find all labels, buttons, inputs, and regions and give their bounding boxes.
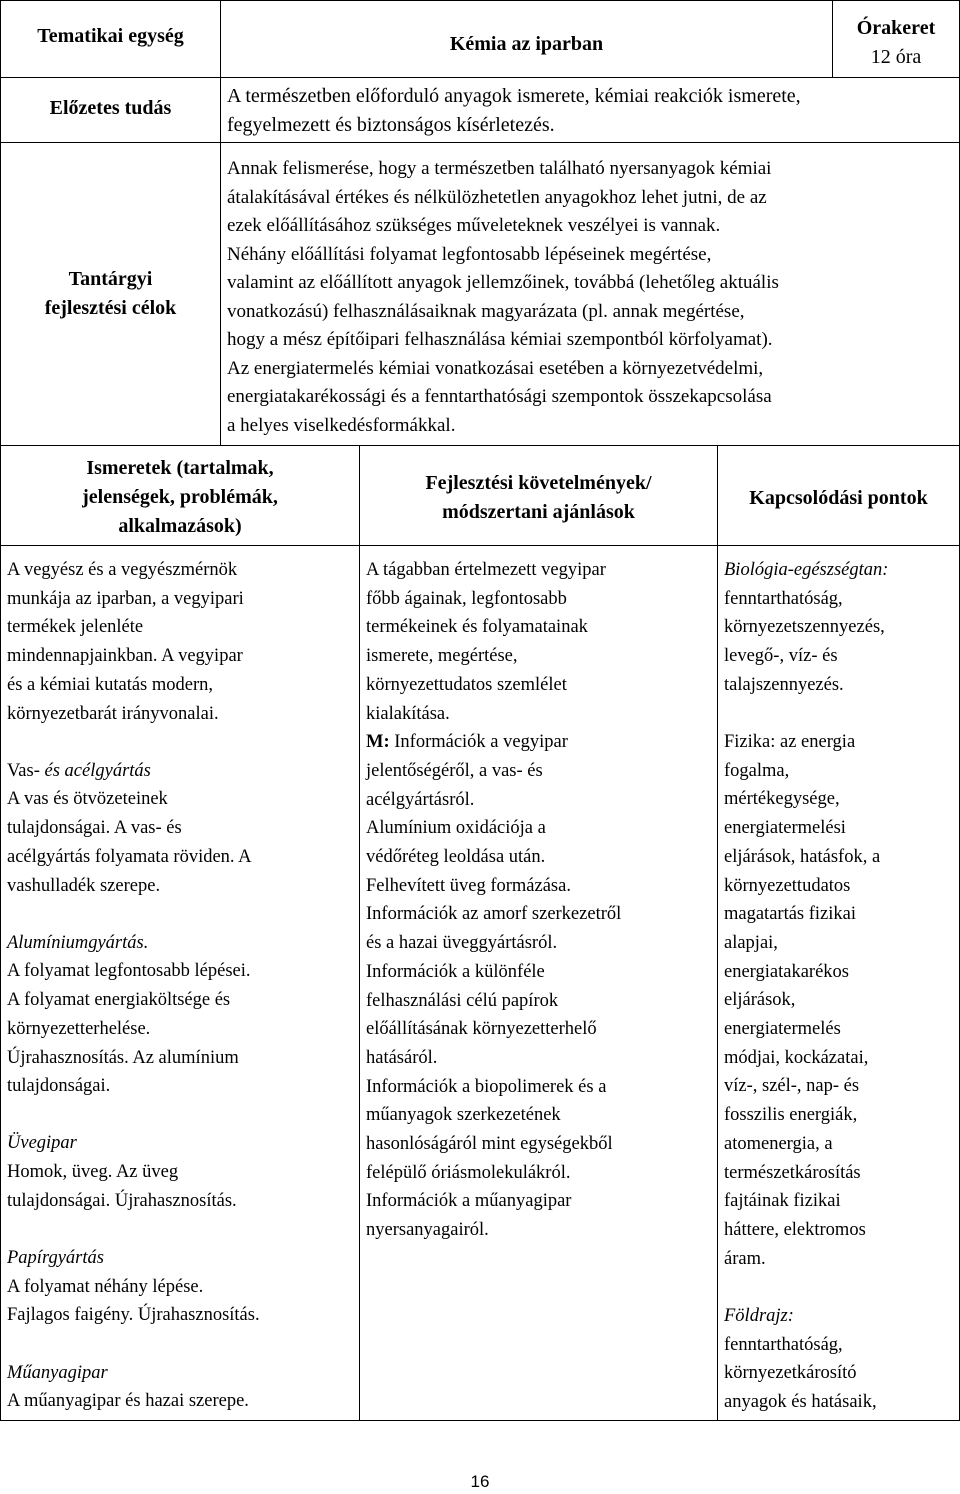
page-number: 16 [470,1472,490,1491]
paper-title: Papírgyártás [7,1248,104,1269]
req-line: jelentőségéről, a vas- és [366,760,543,781]
content-intro-line: környezetbarát irányvonalai. [7,703,219,724]
phys-line: háttere, elektromos [724,1219,866,1240]
plastic-title: Műanyagipar [7,1362,108,1383]
glass-title: Üvegipar [7,1133,77,1154]
col2-header-line: módszertani ajánlások [442,501,635,523]
req-line: felépülő óriásmolekulákról. [366,1162,571,1183]
goals-line: Néhány előállítási folyamat legfontosabb lépéseinek megértése, [227,243,712,265]
phys-line: fogalma, [724,760,790,781]
goals-line: Az energiatermelés kémiai vonatkozásai esetében a környezetvédelmi, [227,357,764,379]
content-intro-line: A vegyész és a vegyészmérnök [7,560,238,580]
bio-line: fenntarthatóság, [724,588,843,609]
alu-title: Alumíniumgyártás. [7,932,149,953]
col1-header-line: Ismeretek (tartalmak, [86,457,274,479]
geo-line: környezetkárosító [724,1363,857,1384]
content-intro-line: és a kémiai kutatás modern, [7,674,214,695]
iron-line: acélgyártás folyamata röviden. A [7,846,252,867]
goals-label-line: Tantárgyi [68,268,153,290]
paper-line: A folyamat néhány lépése. [7,1276,204,1297]
iron-title-a: Vas- [7,760,40,781]
iron-line: A vas és ötvözeteinek [7,789,168,810]
links-column [724,556,956,1417]
bio-title: Biológia-egészségtan: [724,560,889,580]
phys-line: környezettudatos [724,875,851,896]
req-line: Felhevített üveg formázása. [366,875,571,896]
hours-label: Órakeret [856,17,936,39]
geo-line: anyagok és hatásaik, [724,1391,877,1412]
col3-header-text: Kapcsolódási pontok [749,487,928,509]
goals-text [227,155,957,440]
content-column [7,556,357,1416]
phys-line: atomenergia, a [724,1133,833,1154]
req-line: főbb ágainak, legfontosabb [366,588,567,609]
phys-line: alapjai, [724,932,778,953]
unit-label-cell [0,0,221,77]
req-line: előállításának környezetterhelő [366,1019,597,1040]
row-divider-3 [0,445,960,446]
bio-line: talajszennyezés. [724,674,844,695]
prior-line: fegyelmezett és biztonságos kísérletezés. [227,114,555,136]
req-line: A tágabban értelmezett vegyipar [366,560,606,580]
paper-line: Fajlagos faigény. Újrahasznosítás. [7,1305,260,1326]
phys-line: Fizika: az energia [724,732,856,753]
prior-line: A természetben előforduló anyagok ismerete, kémiai reakciók ismerete, [227,85,801,107]
req-line: nyersanyagairól. [366,1220,489,1241]
phys-line: magatartás fizikai [724,904,857,925]
col2-header-line: Fejlesztési követelmények/ [425,472,652,494]
goals-line: vonatkozású) felhasználásaiknak magyarázata (pl. annak megértése, [227,300,745,322]
req-line: Információk a műanyagipar [366,1191,572,1212]
geo-title: Földrajz: [724,1305,794,1326]
col1-header-line: alkalmazások) [118,515,242,537]
iron-line: vashulladék szerepe. [7,875,161,896]
alu-line: tulajdonságai. [7,1076,111,1097]
req-m-label: M: [366,732,390,753]
phys-line: módjai, kockázatai, [724,1047,869,1068]
unit-title-cell [221,0,832,77]
phys-line: áram. [724,1248,766,1269]
req-line: Információk a biopolimerek és a [366,1076,607,1097]
req-line: felhasználási célú papírok [366,990,559,1011]
req-line: Alumínium oxidációja a [366,818,546,839]
req-line: acélgyártásról. [366,789,475,810]
border-bottom [0,1420,960,1421]
phys-line: fosszilis energiák, [724,1105,858,1126]
goals-label-line: fejlesztési célok [44,297,177,319]
bio-line: levegő-, víz- és [724,646,838,667]
req-line: hatásáról. [366,1047,438,1068]
goals-line: ezek előállításához szükséges műveleteknek veszélyei is vannak. [227,215,721,236]
plastic-line: A műanyagipar és hazai szerepe. [7,1391,249,1412]
geo-line: fenntarthatóság, [724,1334,843,1355]
req-line: környezettudatos szemlélet [366,674,567,695]
content-intro-line: mindennapjainkban. A vegyipar [7,646,243,667]
phys-line: mértékegysége, [724,789,840,810]
iron-title-b: és acélgyártás [39,760,151,781]
phys-line: víz-, szél-, nap- és [724,1076,860,1097]
goals-line: energiatakarékossági és a fenntarthatósági szempontok összekapcsolása [227,386,772,407]
phys-line: eljárások, hatásfok, a [724,846,881,867]
req-line: termékeinek és folyamatainak [366,617,588,638]
prior-label: Előzetes tudás [49,97,172,119]
goals-line: Annak felismerése, hogy a természetben található nyersanyagok kémiai [227,158,772,179]
glass-line: Homok, üveg. Az üveg [7,1162,179,1183]
goals-line: a helyes viselkedésformákkal. [227,414,456,436]
req-m-line [366,728,716,757]
goals-line: valamint az előállított anyagok jellemzőinek, továbbá (lehetőleg aktuális [227,272,779,293]
req-line: műanyagok szerkezetének [366,1105,561,1126]
req-line: és a hazai üveggyártásról. [366,933,558,954]
bio-line: környezetszennyezés, [724,617,885,638]
alu-line: Újrahasznosítás. Az alumínium [7,1047,239,1068]
col3-header [718,484,959,513]
hours-value: 12 óra [870,46,922,68]
col1-header [0,454,360,541]
goals-line: hogy a mész építőipari felhasználása kémiai szempontból körfolyamat). [227,329,773,350]
req-line: védőréteg leoldása után. [366,847,546,868]
phys-line: energiatermelési [724,818,846,839]
phys-line: fajtáinak fizikai [724,1191,841,1212]
phys-line: energiatakarékos [724,961,849,982]
hours-cell [833,0,959,77]
req-line: ismerete, megértése, [366,646,518,667]
phys-line: természetkárosítás [724,1162,861,1183]
col1-header-line: jelenségek, problémák, [82,486,278,508]
unit-title: Kémia az iparban [449,33,604,55]
glass-line: tulajdonságai. Újrahasznosítás. [7,1190,237,1211]
goals-line: átalakításával értékes és nélkülözhetetlen anyagokhoz lehet jutni, de az [227,186,767,208]
row-divider-4 [0,545,960,546]
alu-line: A folyamat legfontosabb lépései. [7,961,251,982]
prior-text [227,82,957,140]
requirements-column [366,556,716,1245]
req-line: hasonlóságáról mint egységekből [366,1134,613,1155]
goals-label-cell [0,143,221,445]
req-line: Információk a különféle [366,961,545,982]
phys-line: energiatermelés [724,1019,841,1040]
req-m-rest: Információk a vegyipar [389,732,568,753]
req-line: Információk az amorf szerkezetről [366,904,622,925]
phys-line: eljárások, [724,990,796,1011]
alu-line: környezetterhelése. [7,1018,151,1039]
alu-line: A folyamat energiaköltsége és [7,990,231,1011]
col-divider-bottom-2 [717,445,718,1421]
col2-header [360,469,717,527]
content-intro-line: termékek jelenléte [7,617,144,638]
col-divider-bottom-1 [359,445,360,1421]
req-line: kialakítása. [366,703,450,724]
iron-line: tulajdonságai. A vas- és [7,818,182,839]
content-intro-line: munkája az iparban, a vegyipari [7,588,244,609]
prior-label-cell [0,78,221,142]
unit-label: Tematikai egység [37,25,184,47]
iron-title [7,757,357,786]
